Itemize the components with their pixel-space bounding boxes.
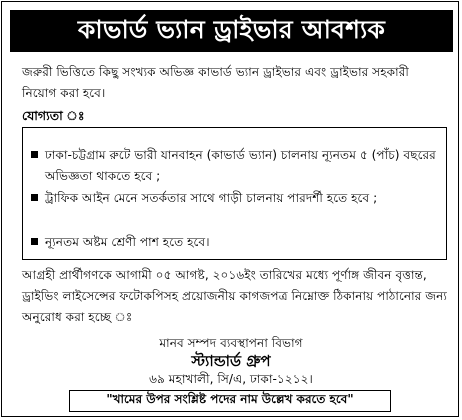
qualification-text: ঢাকা-চট্টগ্রাম রুটে ভারী যানবাহন (কাভার্ড ভ্যান) চালনায় ন্যূনতম ৫ (পাঁচ) বছরের অভিজ্ঞতা থাকতে হবে ; bbox=[45, 148, 436, 183]
department-name: মানব সম্পদ ব্যবস্থাপনা বিভাগ bbox=[159, 336, 303, 350]
company-address: ৬৯ মহাখালী, সি/এ, ঢাকা-১২১২। bbox=[149, 372, 313, 386]
qualification-item bbox=[31, 188, 436, 209]
qualification-item bbox=[31, 145, 436, 187]
qualifications-heading: যোগ্যতা ঃ bbox=[22, 108, 85, 123]
job-advertisement bbox=[1, 1, 459, 417]
qualification-text: ন্যূনতম অষ্টম শ্রেণী পাশ হতে হবে। bbox=[45, 235, 210, 249]
qualifications-box bbox=[22, 127, 447, 260]
company-name: স্ট্যান্ডার্ড গ্রুপ bbox=[191, 352, 271, 370]
envelope-note: "খামের উপর সংশ্লিষ্ট পদের নাম উল্লেখ করতে হবে" bbox=[69, 390, 391, 412]
square-bullet-icon bbox=[31, 151, 38, 158]
ad-title: কাভার্ড ভ্যান ড্রাইভার আবশ্যক bbox=[10, 10, 453, 52]
application-paragraph: আগ্রহী প্রার্থীগণকে আগামী ০৫ আগষ্ট, ২০১৬ইং তারিখের মধ্যে পূর্ণাঙ্গ জীবন বৃত্তান্ত, ড্রাইভিং লাইসেন্সের ফটোকপিসহ প্রয়োজনীয় কাগজপত্র নিম্নোক্ত ঠিকানায় পাঠানোর জন্য অনুরোধ করা হচ্ছে ঃ bbox=[22, 268, 447, 324]
square-bullet-icon bbox=[31, 238, 38, 245]
qualification-text: ট্রাফিক আইন মেনে সতর্কতার সাথে গাড়ী চালনায় পারদর্শী হতে হবে ; bbox=[45, 191, 378, 205]
square-bullet-icon bbox=[31, 194, 38, 201]
qualification-item bbox=[31, 232, 436, 253]
intro-paragraph: জরুরী ভিত্তিতে কিছু সংখ্যক অভিজ্ঞ কাভার্ড ভ্যান ড্রাইভার এবং ড্রাইভার সহকারী নিয়োগ করা হবে। bbox=[22, 65, 409, 100]
